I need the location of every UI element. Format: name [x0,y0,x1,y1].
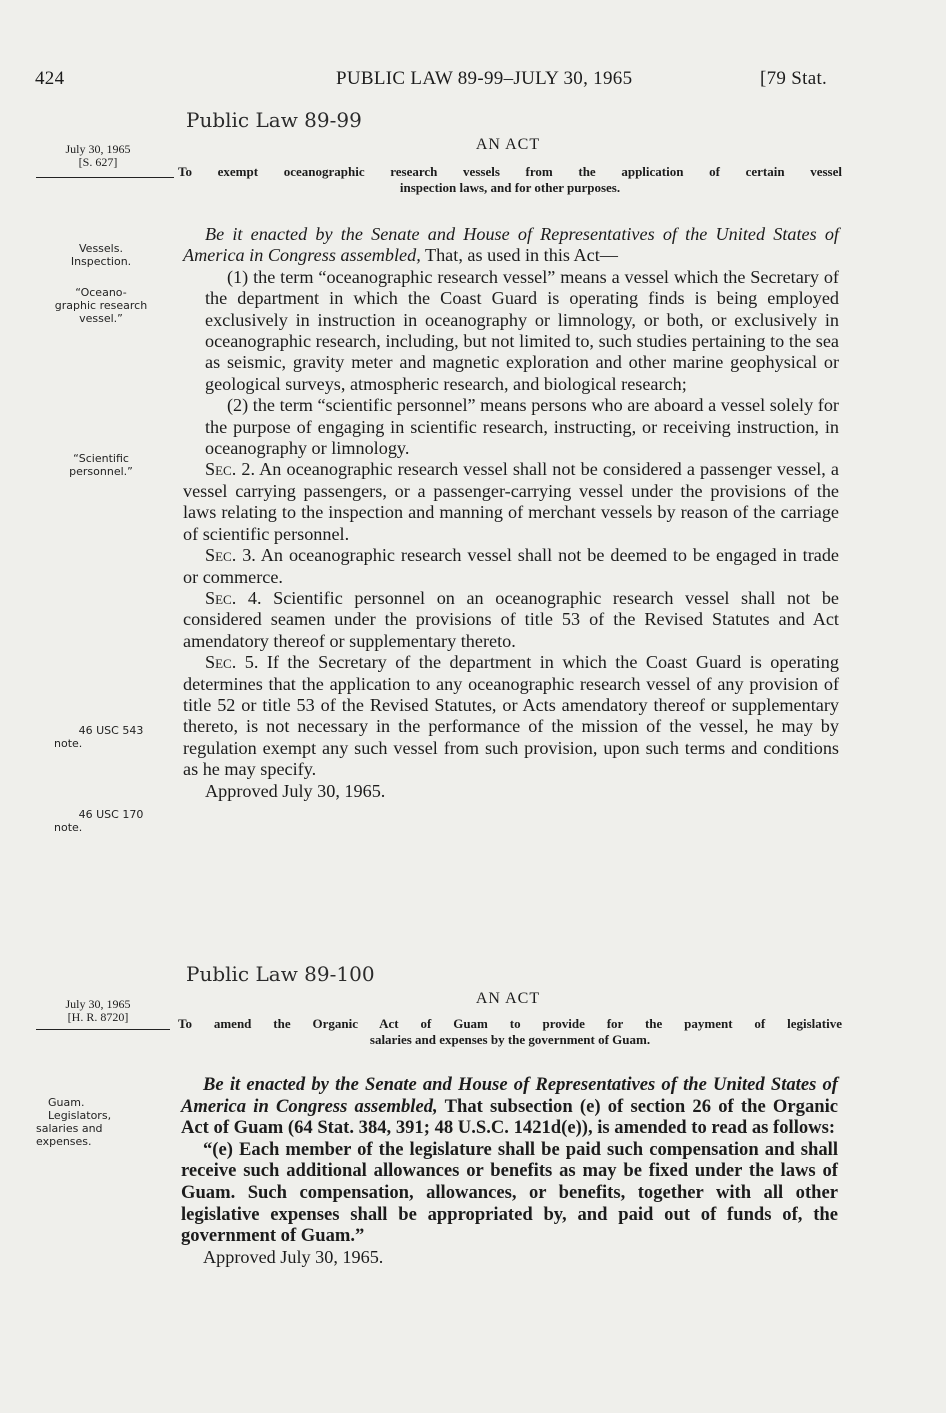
law2-title: Public Law 89-100 [186,962,375,986]
sidenote-usc543-line1: 46 USC 543 [78,724,144,737]
sidenote-vessels [36,242,166,268]
law1-purpose-line1: To exempt oceanographic research vessels from the application of certain vessel [178,164,842,179]
law1-enact-rest: That, as used in this Act— [420,245,618,266]
law1-enacting-clause [183,224,839,267]
sec4-label: Sec. 4. [205,587,262,608]
sec5-text: If the Secretary of the department in which the Coast Guard is operating determines that the application to any oceanographic research vessel of any provision of title 52 or title 53 of the Revised Statutes, or Acts amendatory thereof or supplementary thereto, is not necessary in the performance of the mission of the vessel, he may by regulation exempt any such vessel from such provision, upon such terms and conditions as he may specify. [183,652,839,780]
law2-date-block [36,998,160,1024]
law1-title: Public Law 89-99 [186,108,362,132]
law2-date: July 30, 1965 [65,997,131,1011]
page-number: 424 [35,68,65,89]
law1-date-block [36,143,160,169]
law1-approved: Approved July 30, 1965. [205,780,386,801]
law2-body [181,1074,838,1268]
law2-an-act: AN ACT [475,990,541,1007]
law2-purpose-line1: To amend the Organic Act of Guam to provide for the payment of legislative [178,1016,842,1031]
sidenote-oceanographic-def [36,286,166,325]
sec3-text: An oceanographic research vessel shall not be deemed to be engaged in trade or commerce. [183,545,839,587]
law2-purpose [178,1016,842,1048]
law1-paragraph-2: (2) the term “scientific personnel” means persons who are aboard a vessel solely for the purpose of engaging in scientific research, instructing, or receiving instruction, in oceanography or limnology. [205,395,839,459]
stat-reference: [79 Stat. [760,68,828,89]
law1-section-3 [183,545,839,588]
sidenote-scientific-def [36,452,166,478]
sec5-label: Sec. 5. [205,652,259,673]
sidenote-sci-line2: personnel.” [69,465,133,478]
law2-approved: Approved July 30, 1965. [203,1246,384,1267]
law1-section-2 [183,459,839,545]
law1-section-5 [183,652,839,780]
law2-enact-italic: Be it enacted by the Senate and House of Representatives of the United States of America in Congress assembled, [181,1074,838,1117]
sidenote-guam-line1: Guam. [48,1096,85,1109]
sec3-label: Sec. 3. [205,545,256,566]
law1-date: July 30, 1965 [65,142,131,156]
sec2-text: An oceanographic research vessel shall not be considered a passenger vessel, a vessel carrying passengers, or a passenger-carrying vessel under the provisions of the laws relating to the inspection and manning of merchant vessels by reason of the carriage of scientific personnel. [183,459,839,544]
sidenote-46-usc-170 [36,808,166,834]
law2-enact-rest: That subsection (e) of section 26 of the Organic Act of Guam (64 Stat. 384, 391; 48 U.S.C. 1421d(e)), is amended to read as follows: [181,1095,839,1139]
law1-purpose [178,164,842,196]
sidenote-usc170-line2: note. [54,821,83,834]
sidenote-sci-line1: “Scientific [73,452,129,465]
sidenote-ocean-line1: “Oceano- [75,286,127,299]
law1-paragraph-1: (1) the term “oceanographic research vessel” means a vessel which the Secretary of the department in which the Coast Guard is operating finds is being employed exclusively in instruction in oceanography or limnology, or both, or exclusively in oceanographic research, including, but not limited to, such studies pertaining to the sea as seismic, gravity meter and magnetic exploration and other marine geophysical or geological surveys, atmospheric research, and biological research; [205,266,839,394]
law1-an-act: AN ACT [475,136,541,153]
sidenote-usc170-line1: 46 USC 170 [78,808,144,821]
sidenote-guam [36,1096,156,1148]
running-title: PUBLIC LAW 89-99–JULY 30, 1965 [336,68,633,89]
sidenote-guam-line2: Legislators, [48,1109,112,1122]
sidenote-usc543-line2: note. [54,737,83,750]
sidenote-vessels-line: Vessels. [79,242,123,255]
sidenote-guam-line3: salaries and [36,1122,103,1135]
sidenote-inspection-line: Inspection. [70,255,132,268]
sec4-text: Scientific personnel on an oceanographic research vessel shall not be considered seamen under the provisions of title 53 of the Revised Statutes and Act amendatory thereof or supplementary thereto. [183,587,839,651]
law2-amendment-quote: “(e) Each member of the legislature shall be paid such compensation and shall receive such additional allowances or benefits as may be fixed under the laws of Guam. Such compensation, allowances, or benefits, together with all other legislative expenses shall be appropriated by, and paid out of funds of, the government of Guam.” [181,1138,838,1247]
law1-section-4 [183,588,839,652]
law1-margin-rule [36,177,174,178]
law2-purpose-line2: salaries and expenses by the government of Guam. [369,1032,651,1047]
law1-body [183,224,839,802]
law1-enact-italic: Be it enacted by the Senate and House of Representatives of the United States of America in Congress assembled, [183,224,839,266]
law2-enacting-clause [181,1074,838,1139]
sidenote-46-usc-543 [36,724,166,750]
law2-margin-rule [36,1029,170,1030]
sec2-label: Sec. 2. [205,459,256,480]
law1-purpose-line2: inspection laws, and for other purposes. [399,180,621,195]
sidenote-ocean-line2: graphic research [54,299,148,312]
sidenote-ocean-line3: vessel.” [79,312,123,325]
law2-bill: [H. R. 8720] [67,1010,129,1024]
law1-bill: [S. 627] [78,155,118,169]
sidenote-guam-line4: expenses. [36,1135,92,1148]
